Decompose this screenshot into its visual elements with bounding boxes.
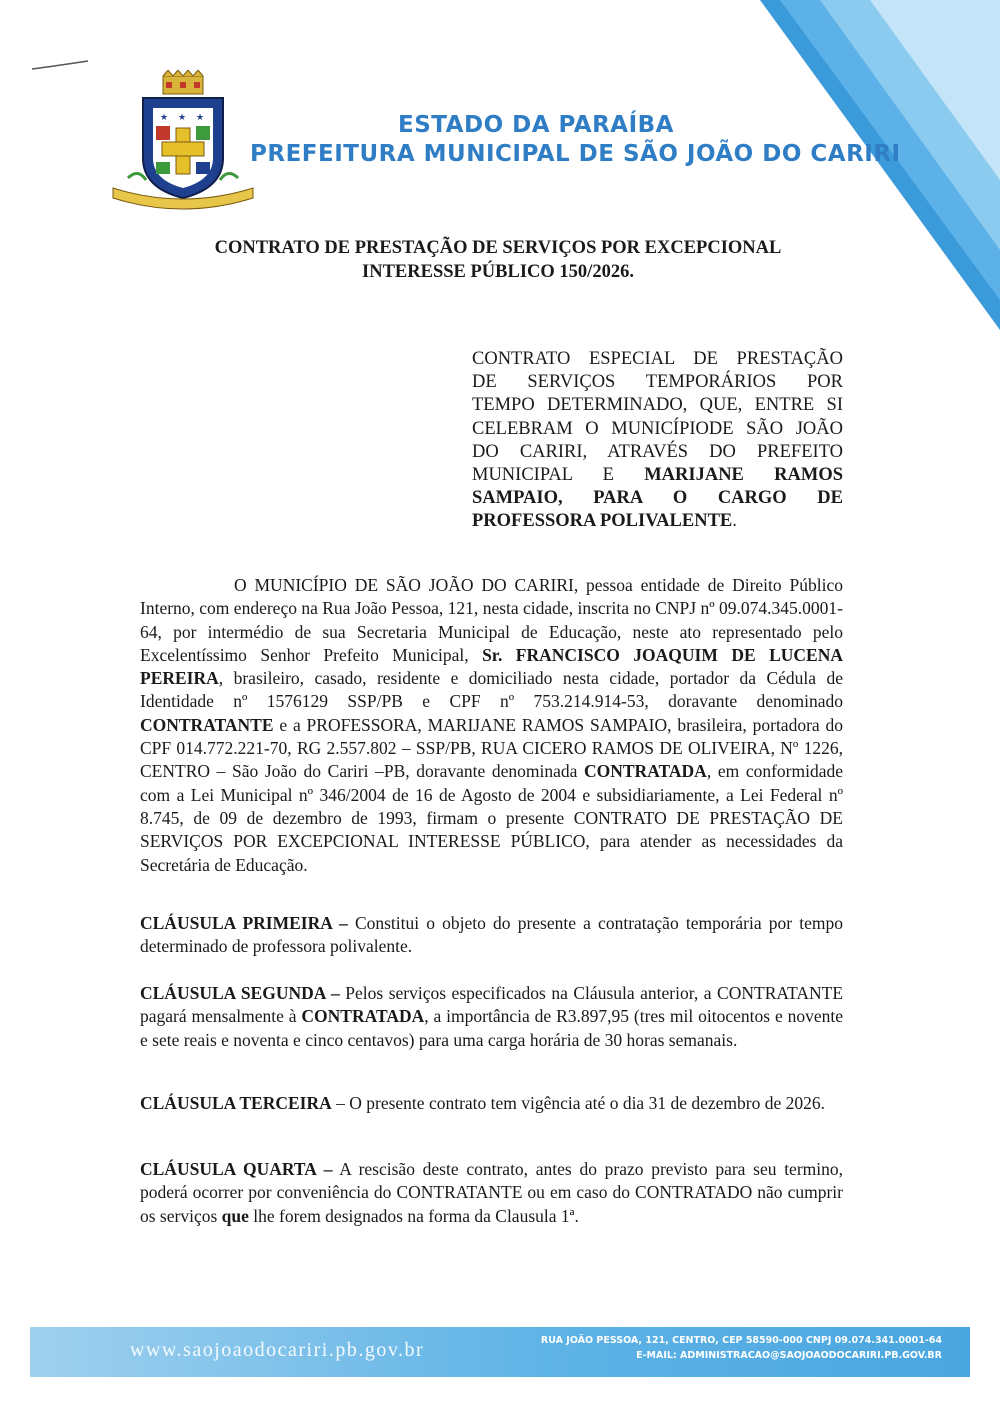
abstract-line: [472, 464, 843, 487]
title-line-1: CONTRATO DE PRESTAÇÃO DE SERVIÇOS POR EXCEPCIONAL: [214, 238, 782, 258]
clause-bold: CONTRATADA: [301, 1006, 425, 1027]
clause-second: [140, 982, 843, 1052]
contratante-label: CONTRATANTE: [140, 714, 274, 735]
clause-label: CLÁUSULA SEGUNDA –: [140, 983, 340, 1003]
clause-fourth: [140, 1158, 843, 1228]
svg-text:★: ★: [196, 113, 205, 123]
municipality-name: PREFEITURA MUNICIPAL DE SÃO JOÃO DO CARIRI: [250, 141, 901, 167]
clause-label: CLÁUSULA PRIMEIRA –: [140, 913, 348, 933]
abstract-line: [472, 510, 843, 533]
clause-label: CLÁUSULA TERCEIRA: [140, 1093, 332, 1113]
abstract-line: TEMPO DETERMINADO, QUE, ENTRE SI: [472, 395, 843, 416]
clause-text: Pelos serviços especificados na Cláusula anterior, a CONTRATANTE pagará mensalmente à: [140, 983, 844, 1027]
svg-text:★: ★: [178, 113, 187, 123]
pen-mark-icon: [30, 58, 90, 72]
clause-first: [140, 912, 843, 959]
document-title: [100, 236, 896, 284]
abstract-period: .: [732, 511, 737, 532]
title-line-2: INTERESSE PÚBLICO 150/2026.: [362, 262, 634, 282]
abstract-line: CELEBRAM O MUNICÍPIODE SÃO JOÃO: [472, 418, 843, 439]
svg-text:★: ★: [160, 113, 169, 123]
clause-text: lhe forem designados na forma da Clausula 1ª.: [248, 1205, 579, 1226]
footer-bar: [30, 1327, 970, 1377]
clause-bold: que: [221, 1205, 249, 1226]
clause-label: CLÁUSULA QUARTA –: [140, 1159, 333, 1179]
clause-third: [140, 1092, 843, 1115]
mayor-name: Sr. FRANCISCO JOAQUIM DE LUCENA PEREIRA: [140, 644, 844, 689]
clause-text: , a importância de R3.897,95 (tres mil oitocentos e novente e sete reais e noventa e cinco centavos) para uma carga horária de 30 horas semanais.: [140, 1006, 843, 1050]
intro-text: O MUNICÍPIO DE SÃO JOÃO DO CARIRI, pessoa entidade de Direito Público Interno, com endereço na Rua João Pessoa, 121, nesta cidade, inscrita no CNPJ nº 09.074.345.0001-64, por intermédio de sua Secretaria Municipal de Educação, neste ato representado pelo Excelentíssimo Senhor Prefeito Municipal,: [140, 575, 843, 665]
email-line: E-MAIL: ADMINISTRACAO@SAOJOAODOCARIRI.PB.GOV.BR: [636, 1350, 942, 1361]
intro-text: , brasileiro, casado, residente e domiciliado nesta cidade, portador da Cédula de Identidade nº 1576129 SSP/PB e CPF nº 753.214.914-53, doravante denominado: [140, 668, 843, 712]
contractor-name: MARIJANE RAMOS: [644, 465, 843, 486]
address-line: RUA JOÃO PESSOA, 121, CENTRO, CEP 58590-000 CNPJ 09.074.341.0001-64: [540, 1335, 942, 1346]
website-link[interactable]: www.saojoaodocariri.pb.gov.br: [130, 1339, 425, 1361]
clause-text: Constitui o objeto do presente a contratação temporária por tempo determinado de professora polivalente.: [140, 913, 843, 957]
intro-text: , em conformidade com a Lei Municipal nº 346/2004 de 16 de Agosto de 2004 e subsidiariamente, a Lei Federal nº 8.745, de 09 de dezembro de 1993, firmam o presente CONTRATO DE PRESTAÇÃO DE SERVIÇOS POR EXCEPCIONAL INTERESSE PÚBLICO, para atender as necessidades da Secretária de Educação.: [140, 761, 843, 875]
clause-text: A rescisão deste contrato, antes do prazo previsto para seu termino, poderá ocorrer por conveniência do CONTRATANTE ou em caso do CONTRATADO não cumprir os serviços: [140, 1159, 844, 1226]
abstract-text-bold: SAMPAIO, PARA O CARGO DE: [472, 488, 843, 509]
footer-address: [541, 1333, 942, 1363]
clause-text: – O presente contrato tem vigência até o dia 31 de dezembro de 2026.: [331, 1093, 825, 1113]
intro-text: e a PROFESSORA, MARIJANE RAMOS SAMPAIO, brasileira, portadora do CPF 014.772.221-70, RG 2.557.802 – SSP/PB, RUA CICERO RAMOS DE OLIVEIRA, Nº 1226, CENTRO – São João do Cariri –PB, doravante denominada: [140, 714, 843, 782]
job-title: PROFESSORA POLIVALENTE: [472, 511, 733, 532]
abstract-line: [472, 487, 843, 510]
contratada-label: CONTRATADA: [584, 761, 707, 782]
abstract-line: DE SERVIÇOS TEMPORÁRIOS POR: [472, 372, 843, 393]
abstract-text: MUNICIPAL E: [472, 465, 614, 486]
abstract-line: DO CARIRI, ATRAVÉS DO PREFEITO: [472, 441, 843, 462]
intro-paragraph: [140, 574, 843, 877]
municipal-coat-of-arms-icon: [108, 70, 258, 210]
state-name: ESTADO DA PARAÍBA: [398, 112, 674, 138]
contract-abstract: [472, 348, 843, 534]
abstract-line: CONTRATO ESPECIAL DE PRESTAÇÃO: [472, 349, 843, 369]
